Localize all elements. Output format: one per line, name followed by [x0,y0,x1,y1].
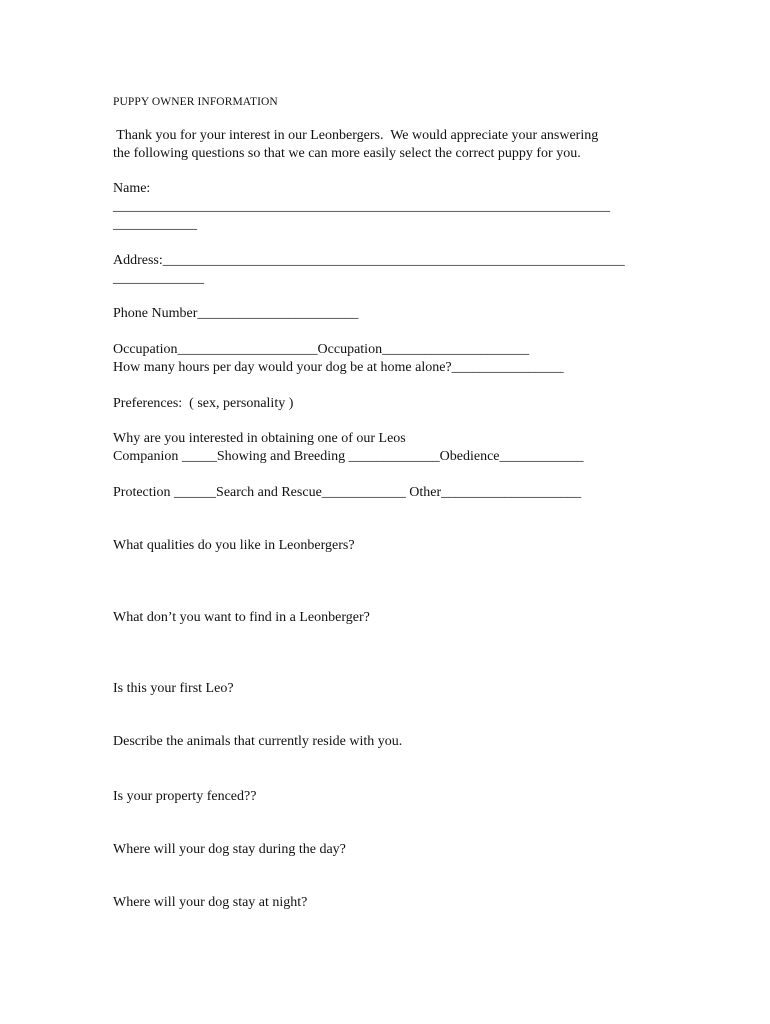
occupation-fields[interactable]: Occupation____________________Occupation_____________________ [113,342,530,357]
animals-question: Describe the animals that currently reside with you. [113,734,403,749]
name-label: Name: [113,181,151,196]
preferences-field: Preferences: ( sex, personality ) [113,396,294,411]
form-title: PUPPY OWNER INFORMATION [113,96,278,108]
qualities-question: What qualities do you like in Leonbergers? [113,538,355,553]
hours-alone-field[interactable]: How many hours per day would your dog be at home alone?________________ [113,360,564,375]
fenced-question: Is your property fenced?? [113,789,257,804]
name-blank-line-continued[interactable]: ____________ [113,217,197,232]
intro-line-1: Thank you for your interest in our Leonbergers. We would appreciate your answering [113,128,599,143]
interest-options-line-1[interactable]: Companion _____Showing and Breeding _____________Obedience____________ [113,449,584,464]
night-stay-question: Where will your dog stay at night? [113,895,308,910]
address-field[interactable]: Address:__________________________________________________________________ [113,253,625,268]
address-blank-line-continued[interactable]: _____________ [113,271,204,286]
first-leo-question: Is this your first Leo? [113,681,234,696]
intro-line-2: the following questions so that we can more easily select the correct puppy for you. [113,146,581,161]
interest-options-line-2[interactable]: Protection ______Search and Rescue____________ Other____________________ [113,485,582,500]
day-stay-question: Where will your dog stay during the day? [113,842,346,857]
phone-number-field[interactable]: Phone Number_______________________ [113,306,359,321]
name-blank-line[interactable]: _______________________________________________________________________ [113,199,610,214]
interest-question: Why are you interested in obtaining one of our Leos [113,431,406,446]
dont-want-question: What don’t you want to find in a Leonberger? [113,610,370,625]
